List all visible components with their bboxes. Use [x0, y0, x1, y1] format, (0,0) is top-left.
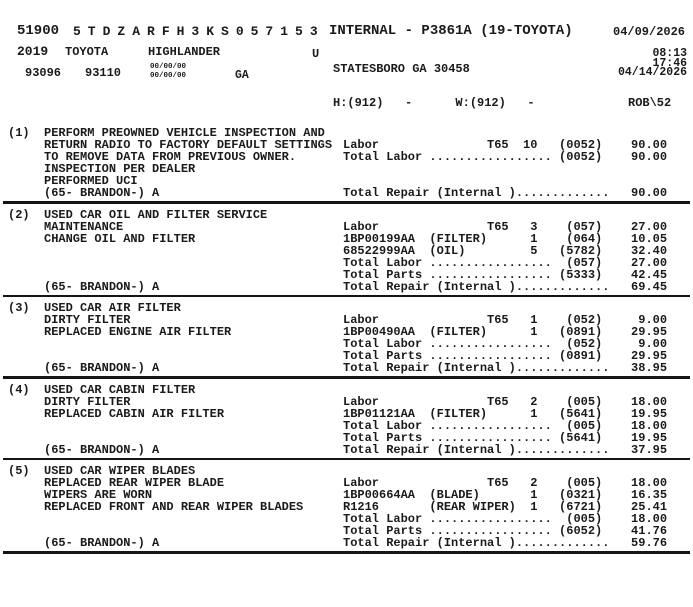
charges-cell: 1BP01121AA (FILTER) 1 (5641) 19.95: [343, 407, 668, 420]
section-row: [0, 362, 693, 374]
charges-cell: Total Labor ................. (0052) 90.00: [343, 151, 668, 163]
charges-cell: Labor T65 10 (0052) 90.00: [343, 139, 668, 151]
section-row: [0, 257, 693, 269]
section-row: [0, 175, 693, 187]
job-description-cell: INSPECTION PER DEALER: [8, 163, 196, 175]
job-description-cell: (65- BRANDON-) A: [8, 187, 160, 199]
service-date-1: 00/00/00: [150, 63, 187, 71]
section-row: [0, 269, 693, 281]
odometer-in: 93096: [25, 66, 62, 80]
job-description-cell: (4) USED CAR CABIN FILTER: [8, 383, 196, 396]
charges-cell: [343, 302, 693, 314]
time-in: 08:13: [652, 47, 687, 60]
charges-cell: [343, 209, 693, 221]
close-date: 04/14/2026: [617, 66, 687, 79]
charges-cell: [343, 175, 693, 187]
job-section: [0, 122, 693, 199]
job-description-cell: REPLACED ENGINE AIR FILTER: [8, 326, 232, 338]
open-date: 04/09/2026: [613, 25, 686, 39]
charges-cell: 1BP00664AA (BLADE) 1 (0321) 16.35: [343, 489, 668, 501]
vehicle-model: HIGHLANDER: [148, 45, 221, 59]
section-row: [0, 525, 693, 537]
section-row: [0, 187, 693, 199]
job-section: [0, 297, 693, 374]
charges-cell: Total Labor ................. (052) 9.00: [343, 338, 668, 350]
vin: 5 T D Z A R F H 3 K S 0 5 7 1 5 3: [73, 24, 318, 39]
section-row: [0, 209, 693, 221]
job-description-cell: (3) USED CAR AIR FILTER: [8, 302, 181, 314]
job-description-cell: MAINTENANCE: [8, 220, 124, 233]
section-row: [0, 314, 693, 326]
section-row: [0, 537, 693, 549]
section-row: [0, 513, 693, 525]
odometer-out: 93110: [85, 66, 122, 80]
section-row: [0, 302, 693, 314]
job-description-cell: REPLACED FRONT AND REAR WIPER BLADES: [8, 501, 304, 513]
section-row: [0, 465, 693, 477]
charges-cell: [343, 384, 693, 396]
service-date-2: 00/00/00: [150, 72, 187, 80]
section-row: [0, 477, 693, 489]
job-description-cell: (65- BRANDON-) A: [8, 537, 160, 549]
section-row: [0, 432, 693, 444]
section-row: [0, 221, 693, 233]
section-divider: [3, 551, 690, 554]
job-description-cell: [0, 525, 343, 537]
charges-cell: Labor T65 3 (057) 27.00: [343, 220, 668, 233]
job-description-cell: WIPERS ARE WORN: [8, 489, 153, 501]
charges-cell: Total Repair (Internal )............. 59.76: [343, 537, 668, 549]
charges-cell: Total Parts ................. (0891) 29.95: [343, 350, 668, 362]
section-row: [0, 281, 693, 293]
section-row: [0, 127, 693, 139]
job-description-cell: [0, 245, 343, 257]
section-row: [0, 163, 693, 175]
time-date-stack: [618, 49, 687, 78]
charges-cell: Labor T65 1 (052) 9.00: [343, 314, 668, 326]
charges-cell: Total Repair (Internal )............. 37.95: [343, 443, 668, 456]
section-row: [0, 489, 693, 501]
job-section: [0, 204, 693, 293]
job-description-cell: [0, 257, 343, 269]
charges-cell: 68522999AA (OIL) 5 (5782) 32.40: [343, 244, 668, 257]
job-section: [0, 379, 693, 456]
charges-cell: 1BP00490AA (FILTER) 1 (0891) 29.95: [343, 326, 668, 338]
job-description-cell: (65- BRANDON-) A: [8, 280, 160, 293]
job-description-cell: [0, 513, 343, 525]
section-row: [0, 233, 693, 245]
phone-line: H:(912) - W:(912) -: [333, 96, 535, 110]
job-sections: [0, 122, 693, 554]
charges-cell: 1BP00199AA (FILTER) 1 (064) 10.05: [343, 232, 668, 245]
charges-cell: Total Repair (Internal )............. 69.45: [343, 280, 668, 293]
vehicle-year: 2019: [17, 44, 49, 59]
job-description-cell: PERFORMED UCI: [8, 175, 138, 187]
job-description-cell: CHANGE OIL AND FILTER: [8, 232, 196, 245]
time-out: 17:46: [652, 56, 687, 70]
job-description-cell: (65- BRANDON-) A: [8, 362, 160, 374]
section-row: [0, 338, 693, 350]
section-row: [0, 420, 693, 432]
charges-cell: Total Parts ................. (6052) 41.76: [343, 525, 668, 537]
job-description-cell: [0, 338, 343, 350]
charges-cell: Labor T65 2 (005) 18.00: [343, 477, 668, 489]
charges-cell: [343, 163, 693, 175]
charges-cell: Labor T65 2 (005) 18.00: [343, 395, 668, 408]
vehicle-state: GA: [235, 69, 249, 82]
ro-number: 51900: [17, 23, 60, 39]
job-description-cell: REPLACED REAR WIPER BLADE: [8, 477, 225, 489]
service-writer: ROB\52: [628, 96, 672, 110]
section-row: [0, 396, 693, 408]
section-row: [0, 245, 693, 257]
job-description-cell: DIRTY FILTER: [8, 395, 131, 408]
charges-cell: [343, 465, 693, 477]
job-description-cell: [0, 269, 343, 281]
job-description-cell: REPLACED CABIN AIR FILTER: [8, 407, 225, 420]
job-description-cell: (1) PERFORM PREOWNED VEHICLE INSPECTION AND: [8, 127, 325, 139]
vehicle-make: TOYOTA: [65, 45, 109, 59]
job-description-cell: (2) USED CAR OIL AND FILTER SERVICE: [8, 208, 268, 221]
section-row: [0, 326, 693, 338]
charges-cell: Total Labor ................. (005) 18.00: [343, 513, 668, 525]
job-description-cell: [0, 350, 343, 362]
job-description-cell: (5) USED CAR WIPER BLADES: [8, 465, 196, 477]
section-row: [0, 350, 693, 362]
charges-cell: Total Parts ................. (5333) 42.45: [343, 268, 668, 281]
job-description-cell: RETURN RADIO TO FACTORY DEFAULT SETTINGS: [8, 139, 333, 151]
job-description-cell: (65- BRANDON-) A: [8, 443, 160, 456]
section-row: [0, 139, 693, 151]
section-row: [0, 444, 693, 456]
status-flag: U: [312, 47, 320, 61]
charges-cell: Total Repair (Internal )............. 38.95: [343, 362, 668, 374]
charges-cell: Total Labor ................. (005) 18.00: [343, 419, 668, 432]
charges-cell: Total Parts ................. (5641) 19.95: [343, 431, 668, 444]
section-row: [0, 408, 693, 420]
job-section: [0, 460, 693, 549]
job-title: INTERNAL - P3861A (19-TOYOTA): [329, 23, 573, 39]
charges-cell: Total Repair (Internal )............. 90.00: [343, 187, 668, 199]
job-description-cell: [0, 432, 343, 444]
job-description-cell: DIRTY FILTER: [8, 314, 131, 326]
charges-cell: [343, 127, 693, 139]
job-description-cell: [0, 420, 343, 432]
dealer-location: STATESBORO GA 30458: [333, 62, 470, 76]
charges-cell: R1216 (REAR WIPER) 1 (6721) 25.41: [343, 501, 668, 513]
job-description-cell: TO REMOVE DATA FROM PREVIOUS OWNER.: [8, 151, 297, 163]
section-row: [0, 151, 693, 163]
section-row: [0, 501, 693, 513]
charges-cell: Total Labor ................. (057) 27.00: [343, 256, 668, 269]
section-row: [0, 384, 693, 396]
